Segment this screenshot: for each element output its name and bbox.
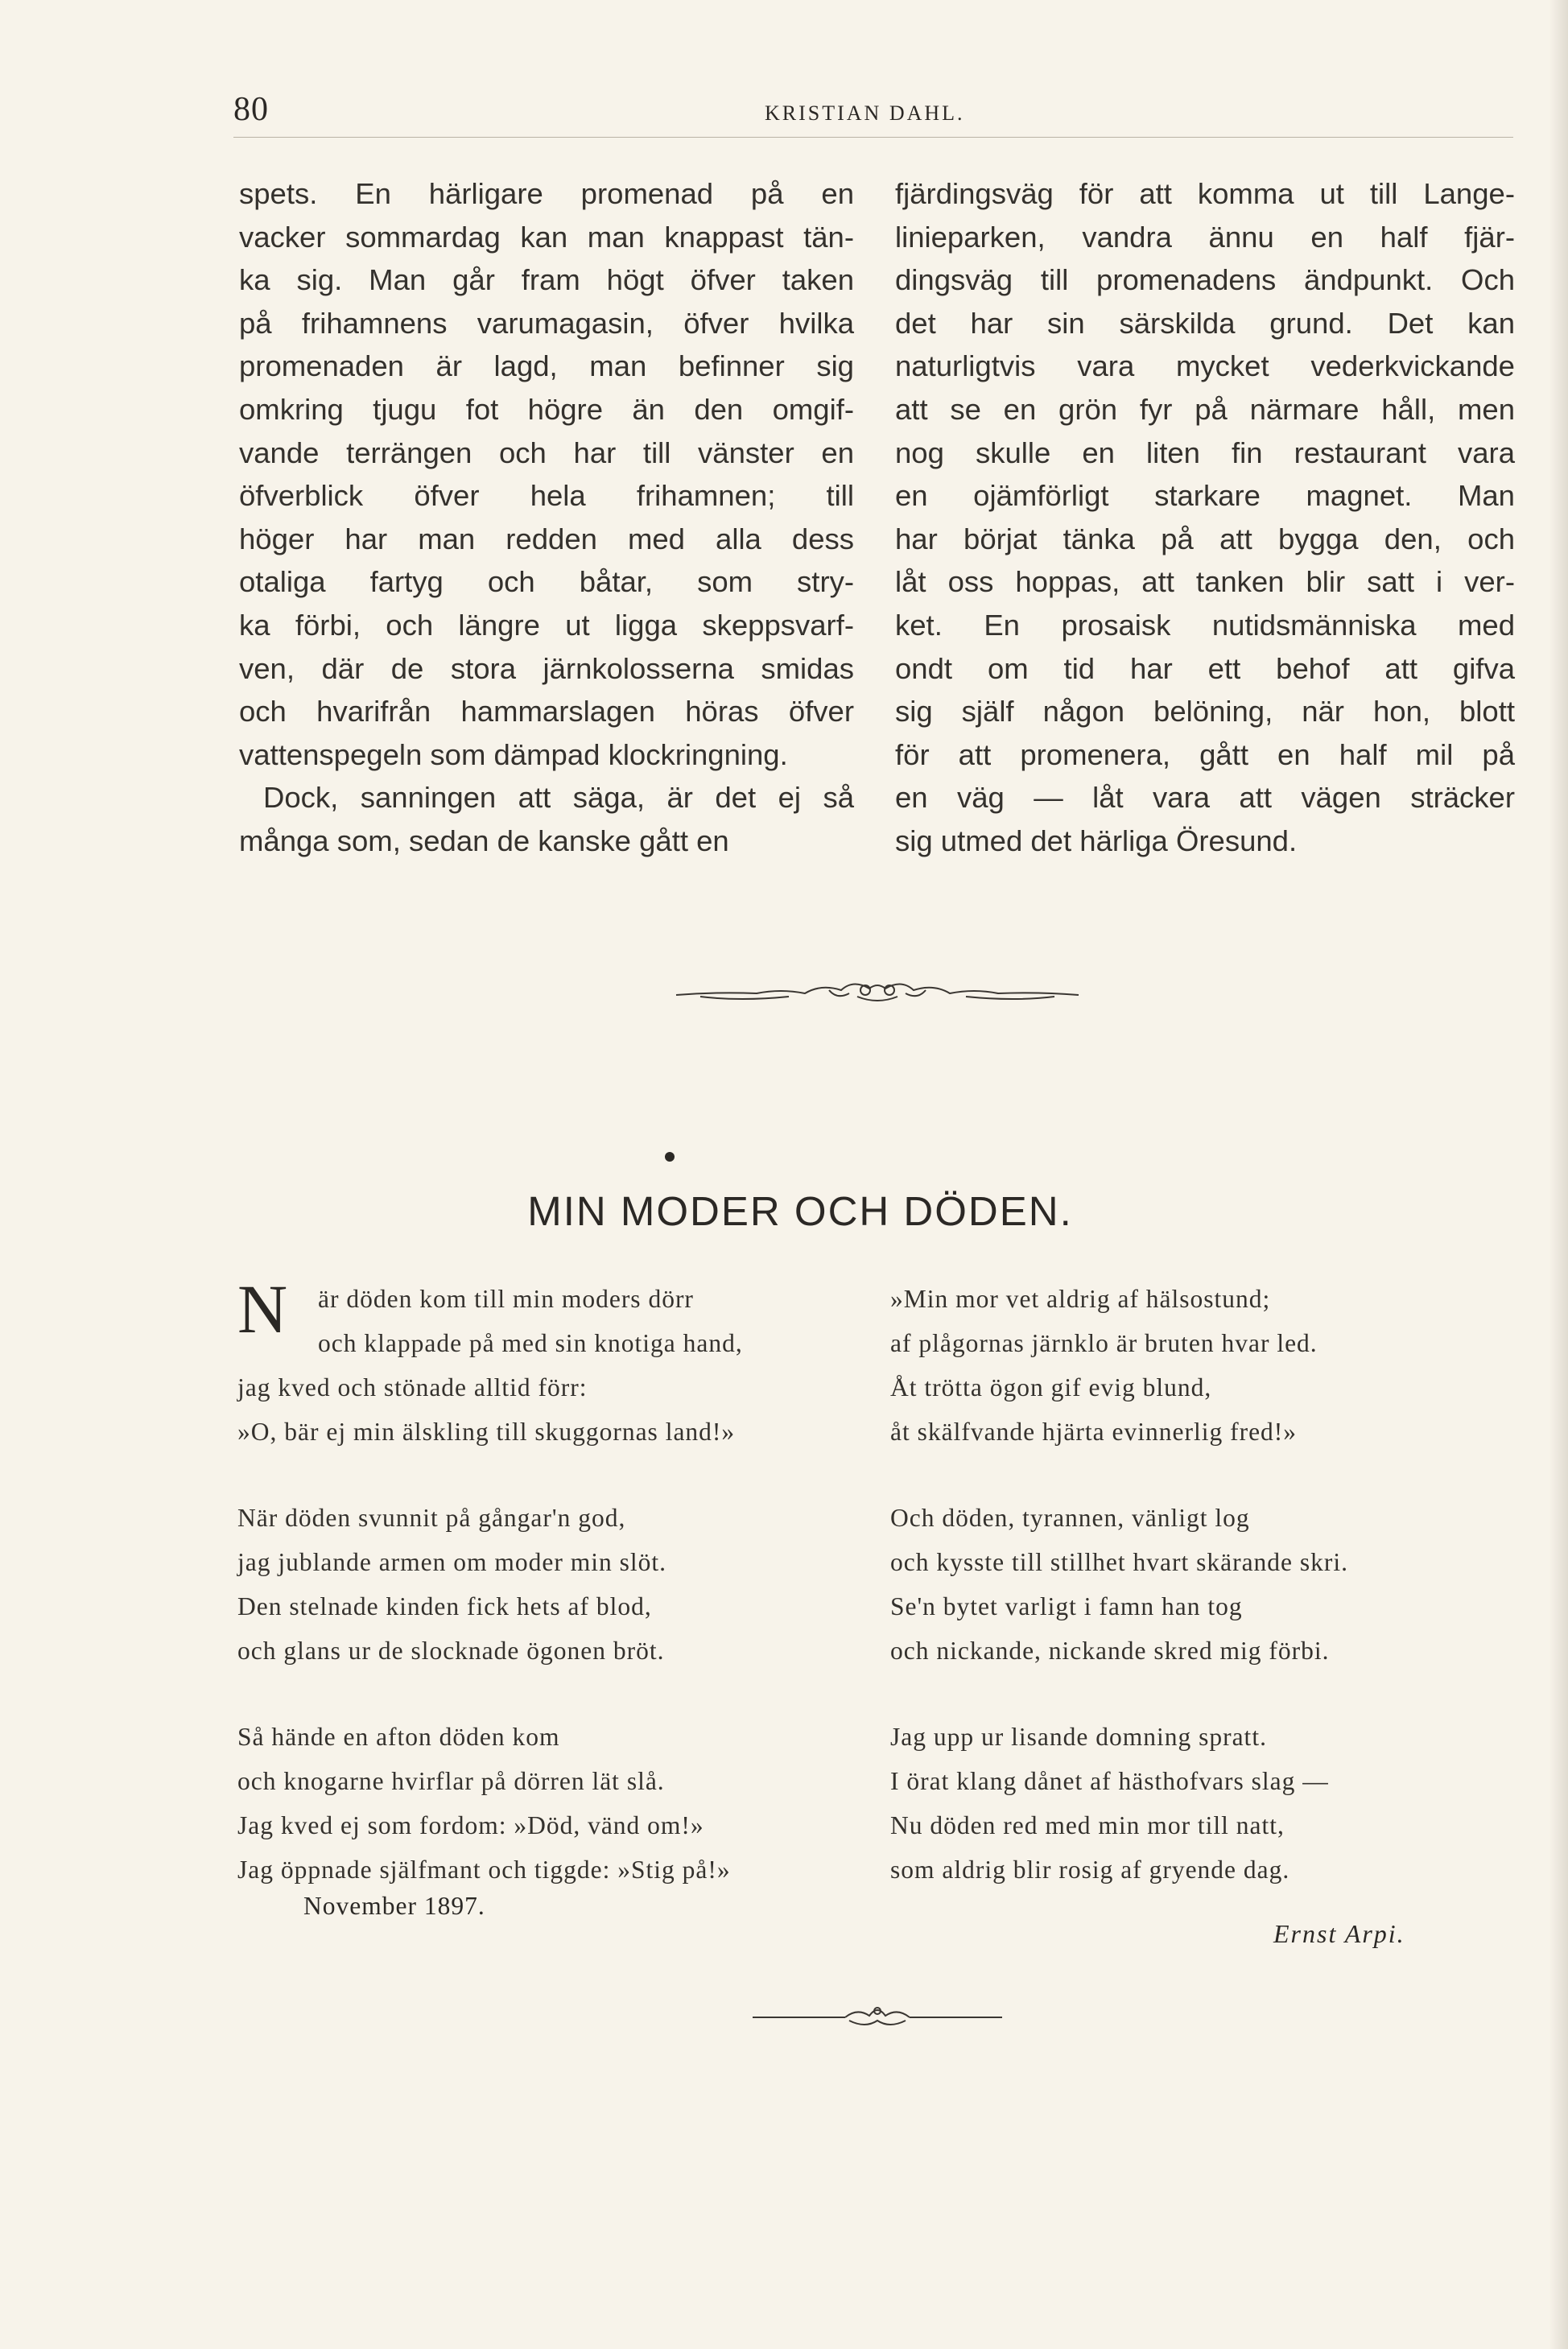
running-title: KRISTIAN DAHL. [765, 101, 965, 125]
poem-line: Se'n bytet varligt i famn han tog [890, 1592, 1243, 1620]
poem-line: och glans ur de slocknade ögonen bröt. [237, 1637, 665, 1665]
prose-line: ven, där de stora järnkolosserna smidas [239, 651, 854, 685]
poem-line: jag kved och stönade alltid förr: [237, 1373, 588, 1402]
prose-line: öfverblick öfver hela frihamnen; till [239, 479, 854, 513]
poem-line: Nu döden red med min mor till natt, [890, 1811, 1285, 1839]
ornament-dot [665, 1152, 675, 1162]
prose-line: naturligtvis vara mycket vederkvickande [895, 349, 1515, 383]
header-rule [233, 137, 1513, 138]
poem-line: När döden svunnit på gångar'n god, [237, 1504, 626, 1532]
poem-line: Den stelnade kinden fick hets af blod, [237, 1592, 652, 1620]
prose-line: Dock, sanningen att säga, är det ej så [263, 781, 854, 815]
poem-line: som aldrig blir rosig af gryende dag. [890, 1856, 1290, 1884]
prose-line: promenaden är lagd, man befinner sig [239, 349, 854, 383]
poem-line: jag jublande armen om moder min slöt. [237, 1548, 667, 1576]
prose-line: ka sig. Man går fram högt öfver taken [239, 263, 854, 297]
poem-line: och klappade på med sin knotiga hand, [318, 1329, 743, 1357]
prose-line: och hvarifrån hammarslagen höras öfver [239, 695, 854, 729]
drop-cap: N [237, 1270, 288, 1348]
prose-line: spets. En härligare promenad på en [239, 177, 854, 210]
prose-line: vattenspegeln som dämpad klockringning. [239, 737, 788, 771]
prose-line: ka förbi, och längre ut ligga skeppsvarf- [239, 608, 854, 642]
prose-line: en väg — låt vara att vägen sträcker [895, 781, 1515, 815]
poem-stanza [890, 1277, 1534, 1454]
prose-column-left [239, 172, 854, 863]
poem-line: och nickande, nickande skred mig förbi. [890, 1637, 1330, 1665]
prose-line: på frihamnens varumagasin, öfver hvilka [239, 306, 854, 340]
prose-line: det har sin särskilda grund. Det kan [895, 306, 1515, 340]
poem-stanza [237, 1715, 881, 1892]
prose-line: sig själf någon belöning, när hon, blott [895, 695, 1515, 729]
prose-line: ondt om tid har ett behof att gifva [895, 651, 1515, 685]
page-number: 80 [233, 91, 269, 128]
prose-line: att se en grön fyr på närmare håll, men [895, 392, 1515, 426]
prose-line: vacker sommardag kan man knappast tän- [239, 220, 854, 254]
prose-line: ket. En prosaisk nutidsmänniska med [895, 608, 1515, 642]
poem-stanza [237, 1270, 881, 1454]
poem-line: Så hände en afton döden kom [237, 1723, 560, 1751]
poem-line: »O, bär ej min älskling till skuggornas land!» [237, 1418, 736, 1446]
prose-line: sig utmed det härliga Öresund. [895, 824, 1298, 857]
prose-line: otaliga fartyg och båtar, som stry- [239, 565, 854, 599]
section-divider-ornament [668, 972, 1087, 1013]
prose-line: linieparken, vandra ännu en half fjär- [895, 220, 1515, 254]
prose-line: många som, sedan de kanske gått en [239, 824, 729, 857]
poem-line: Och döden, tyrannen, vänligt log [890, 1504, 1250, 1532]
prose-line: vande terrängen och har till vänster en [239, 436, 854, 469]
poem-line: I örat klang dånet af hästhofvars slag — [890, 1767, 1329, 1795]
poem-line: »Min mor vet aldrig af hälsostund; [890, 1285, 1271, 1313]
prose-column-right [895, 172, 1515, 863]
poem-line: och kysste till stillhet hvart skärande skri. [890, 1548, 1349, 1576]
poem-line: och knogarne hvirflar på dörren lät slå. [237, 1767, 665, 1795]
poem-line: åt skälfvande hjärta evinnerlig fred!» [890, 1418, 1298, 1446]
poem-author: Ernst Arpi. [1273, 1919, 1405, 1948]
poem-line: är döden kom till min moders dörr [318, 1285, 694, 1313]
poem-line: Jag öppnade själfmant och tiggde: »Stig på!» [237, 1856, 731, 1884]
poem-line: Åt trötta ögon gif evig blund, [890, 1373, 1212, 1402]
poem-date: November 1897. [303, 1892, 485, 1920]
poem-line: Jag upp ur lisande domning spratt. [890, 1723, 1267, 1751]
poem-line: Jag kved ej som fordom: »Död, vänd om!» [237, 1811, 704, 1839]
end-ornament [749, 1996, 1006, 2037]
prose-line: dingsväg till promenadens ändpunkt. Och [895, 263, 1515, 297]
prose-line: höger har man redden med alla dess [239, 522, 854, 555]
poem-stanza [237, 1496, 881, 1673]
poem-stanza [890, 1496, 1534, 1673]
prose-line: låt oss hoppas, att tanken blir satt i ver- [895, 565, 1515, 599]
poem-stanza [890, 1715, 1534, 1892]
prose-line: nog skulle en liten fin restaurant vara [895, 436, 1515, 469]
poem-column-left [237, 1270, 881, 1934]
poem-title: MIN MODER OCH DÖDEN. [527, 1188, 1073, 1234]
poem-line: af plågornas järnklo är bruten hvar led. [890, 1329, 1318, 1357]
prose-line: omkring tjugu fot högre än den omgif- [239, 392, 854, 426]
prose-line: fjärdingsväg för att komma ut till Lange- [895, 177, 1515, 210]
running-head [233, 90, 1513, 138]
prose-line: för att promenera, gått en half mil på [895, 737, 1515, 771]
poem-column-right [890, 1277, 1534, 1934]
prose-line: en ojämförligt starkare magnet. Man [895, 479, 1515, 513]
page-edge-shadow [1549, 0, 1568, 2349]
prose-line: har börjat tänka på att bygga den, och [895, 522, 1515, 555]
